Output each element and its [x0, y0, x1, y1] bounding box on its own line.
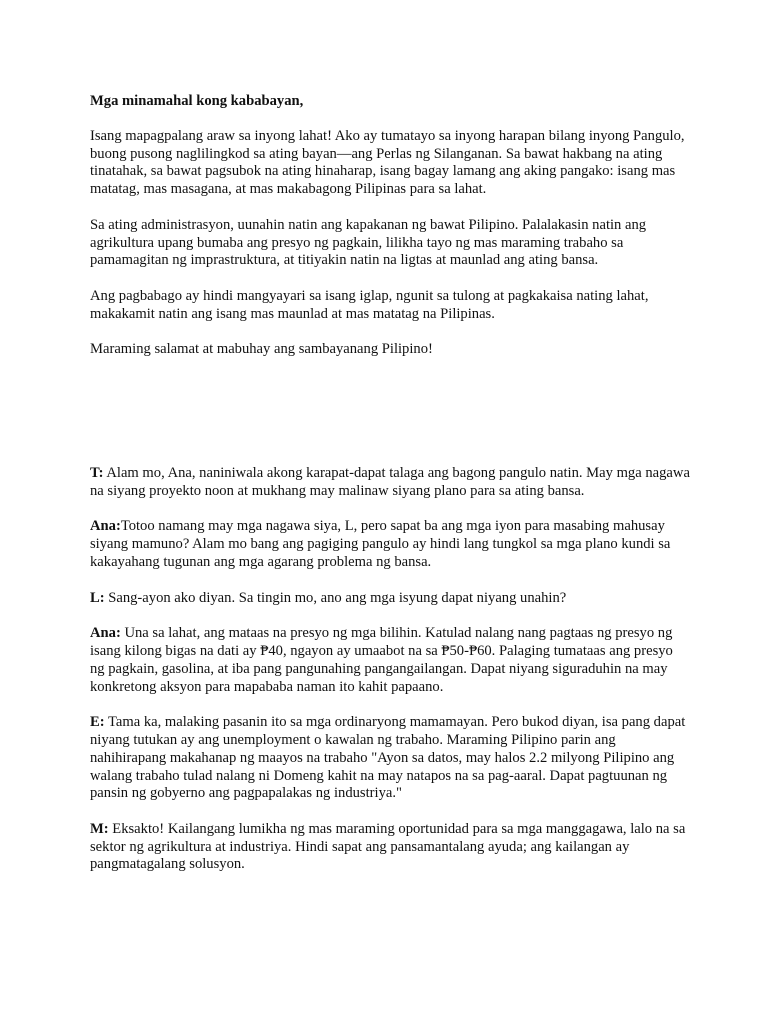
letter-paragraph-2: Sa ating administrasyon, uunahin natin ang kapakanan ng bawat Pilipino. Palalakasin natin ang agrikultura upang bumaba ang presyo ng pagkain, lilikha tayo ng mas maraming trabaho sa pamamagitan ng imprastruktura, at titiyakin natin na ligtas at maunlad ang ating bansa.: [90, 216, 647, 269]
dialogue-line: [90, 821, 690, 874]
dialogue-line: [90, 625, 690, 696]
dialogue-text: Alam mo, Ana, naniniwala akong karapat-dapat talaga ang bagong pangulo natin. May mga nagawa na siyang proyekto noon at mukhang may malinaw siyang plano para sa ating bansa.: [90, 464, 690, 499]
letter-paragraph-4: Maraming salamat at mabuhay ang sambayanang Pilipino!: [90, 341, 433, 358]
document-body: [90, 93, 690, 892]
dialogue-speaker: T:: [90, 464, 104, 481]
dialogue-line: [90, 465, 690, 501]
dialogue-speaker: E:: [90, 714, 105, 731]
dialogue-speaker: M:: [90, 820, 109, 837]
dialogue-line: [90, 714, 690, 803]
dialogue-line: [90, 590, 690, 608]
dialogue-text: Eksakto! Kailangang lumikha ng mas maraming oportunidad para sa mga manggagawa, lalo na sa sektor ng agrikultura at industriya. Hindi sapat ang pansamantalang ayuda; ang kailangan ay pangmatagalang solusyon.: [90, 820, 686, 873]
dialogue-text: Totoo namang may mga nagawa siya, L, pero sapat ba ang mga iyon para masabing mahusay siyang mamuno? Alam mo bang ang pagiging pangulo ay hindi lang tungkol sa mga plano kundi sa kakayahang tugunan ang mga agarang problema ng bansa.: [90, 518, 671, 570]
letter-paragraph-3: Ang pagbabago ay hindi mangyayari sa isang iglap, ngunit sa tulong at pagkakaisa nating lahat, makakamit natin ang isang mas maunlad at mas matatag na Pilipinas.: [90, 287, 649, 322]
dialogue-speaker: L:: [90, 589, 105, 606]
dialogue-text: Tama ka, malaking pasanin ito sa mga ordinaryong mamamayan. Pero bukod diyan, isa pang dapat niyang tutukan ay ang unemployment o kawalan ng trabaho. Maraming Pilipino parin ang nahihirapang makahanap ng maayos na trabaho "Ayon sa datos, may halos 2.2 milyong Pilipino ang walang trabaho tulad nalang ni Domeng kahit na may natapos na sa pag-aaral. Dapat pagtuunan ng pansin ng gobyerno ang pagpapalakas ng industriya.": [90, 714, 686, 802]
letter-salutation: Mga minamahal kong kababayan,: [90, 93, 304, 109]
dialogue-line: [90, 518, 690, 571]
dialogue-text: Una sa lahat, ang mataas na presyo ng mga bilihin. Katulad nalang nang pagtaas ng presyo ng isang kilong bigas na dati ay ₱40, ngayon ay umaabot na sa ₱50-₱60. Palaging tumataas ang presyo ng pagkain, gasolina, at iba pang pangunahing pangangailangan. Dapat niyang siguraduhin na may konkretong aksyon para mapababa naman ito kahit papaano.: [90, 625, 673, 695]
letter-paragraph-1: Isang mapagpalang araw sa inyong lahat! Ako ay tumatayo sa inyong harapan bilang inyong Pangulo, buong pusong naglilingkod sa ating bayan—ang Perlas ng Silanganan. Sa bawat hakbang na ating tinatahak, sa bawat pagsubok na ating hinaharap, isang bagay lamang ang aking pangako: isang mas matatag, mas masagana, at mas makabagong Pilipinas para sa lahat.: [90, 127, 685, 198]
section-spacer: [90, 377, 690, 465]
dialogue-speaker: Ana:: [90, 625, 121, 642]
dialogue-speaker: Ana:: [90, 518, 121, 535]
dialogue-text: Sang-ayon ako diyan. Sa tingin mo, ano ang mga isyung dapat niyang unahin?: [104, 589, 567, 606]
